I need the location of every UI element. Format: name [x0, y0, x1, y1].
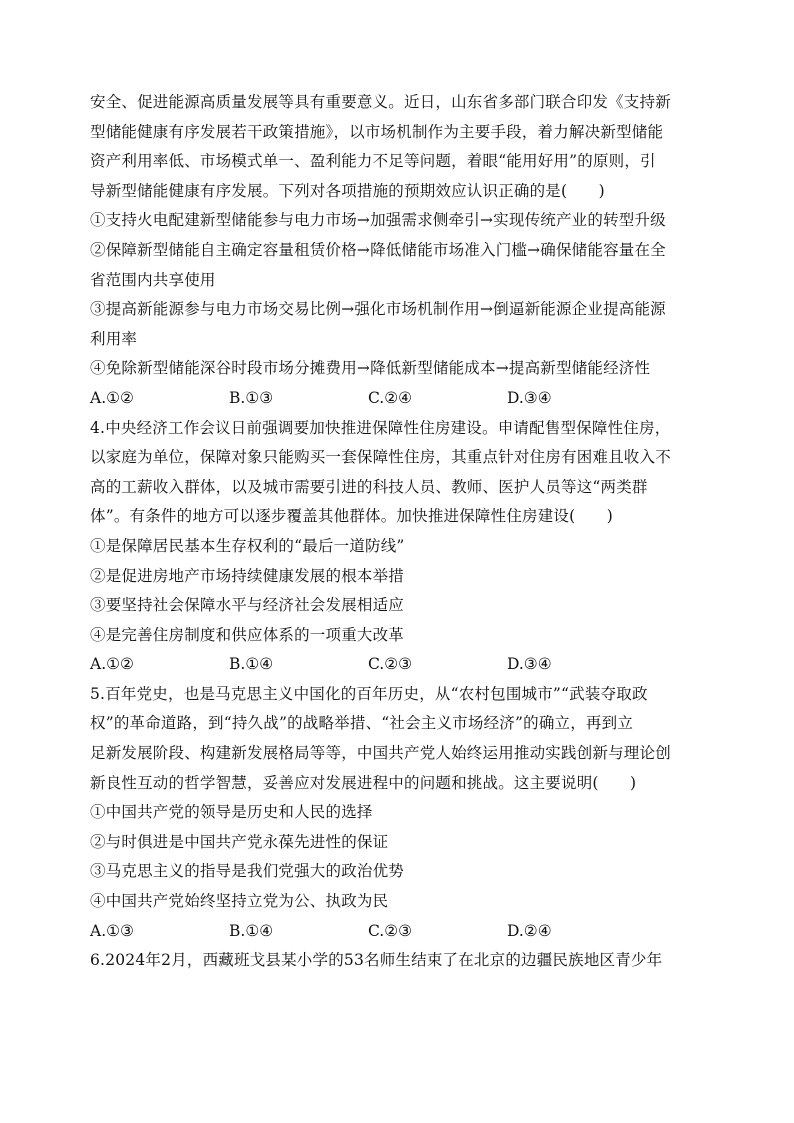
q4-stem-line: 体”。有条件的地方可以逐步覆盖其他群体。加快推进保障性住房建设( ) — [90, 507, 614, 526]
q4-stem-line: 以家庭为单位，保障对象只能购买一套保障性住房，其重点针对住房有困难且收入不 — [90, 448, 671, 467]
option-b: B.①④ — [229, 655, 274, 674]
q3-stem-line: 导新型储能健康有序发展。下列对各项措施的预期效应认识正确的是( ) — [90, 181, 605, 200]
option-b: B.①④ — [229, 921, 274, 940]
option-a: A.①② — [90, 655, 134, 674]
q3-item-line: ③提高新能源参与电力市场交易比例→强化市场机制作用→倒逼新能源企业提高能源 — [90, 300, 666, 319]
option-c: C.②③ — [368, 921, 413, 940]
question-5 — [90, 680, 704, 946]
q5-stem-line: 足新发展阶段、构建新发展格局等等，中国共产党人始终运用推动实践创新与理论创 — [90, 744, 671, 763]
q3-stem-line: 资产利用率低、市场模式单一、盈利能力不足等问题，着眼“能用好用”的原则，引 — [90, 152, 656, 171]
q3-item-line: 利用率 — [90, 329, 138, 348]
q5-item-line: ②与时俱进是中国共产党永葆先进性的保证 — [90, 832, 389, 851]
q3-item-line: ④免除新型储能深谷时段市场分摊费用→降低新型储能成本→提高新型储能经济性 — [90, 359, 651, 378]
q3-item-line: ①支持火电配建新型储能参与电力市场→加强需求侧牵引→实现传统产业的转型升级 — [90, 211, 666, 230]
q5-stem-line: 新良性互动的哲学智慧，妥善应对发展进程中的问题和挑战。这主要说明( ) — [90, 773, 637, 792]
document-page — [90, 88, 704, 976]
option-c: C.②③ — [368, 655, 413, 674]
option-b: B.①③ — [229, 388, 274, 407]
q5-item-line: ③马克思主义的指导是我们党强大的政治优势 — [90, 862, 405, 881]
option-d: D.③④ — [507, 655, 552, 674]
q5-options — [90, 917, 704, 947]
q5-item-line: ①中国共产党的领导是历史和人民的选择 — [90, 803, 373, 822]
q4-item-line: ②是促进房地产市场持续健康发展的根本举措 — [90, 566, 405, 585]
q4-item-line: ①是保障居民基本生存权利的“最后一道防线” — [90, 536, 405, 555]
option-a: A.①② — [90, 388, 134, 407]
option-a: A.①③ — [90, 921, 134, 940]
question-4 — [90, 414, 704, 680]
q5-stem-line: 5.百年党史，也是马克思主义中国化的百年历史，从“农村包围城市”“武装夺取政 — [90, 684, 648, 703]
q4-item-line: ③要坚持社会保障水平与经济社会发展相适应 — [90, 596, 405, 615]
option-d: D.③④ — [507, 388, 552, 407]
q3-item-line: 省范围内共享使用 — [90, 270, 216, 289]
q5-item-line: ④中国共产党始终坚持立党为公、执政为民 — [90, 892, 389, 911]
question-6 — [90, 946, 704, 976]
question-3 — [90, 88, 704, 414]
q3-stem-line: 型储能健康有序发展若干政策措施》，以市场机制作为主要手段，着力解决新型储能 — [90, 122, 664, 141]
q4-stem-line: 高的工薪收入群体，以及城市需要引进的科技人员、教师、医护人员等这“两类群 — [90, 477, 648, 496]
option-d: D.②④ — [507, 921, 552, 940]
q6-stem-line: 6.2024年2月，西藏班戈县某小学的53名师生结束了在北京的边疆民族地区青少年 — [90, 951, 663, 970]
q5-stem-line: 权”的革命道路，到“持久战”的战略举措、“社会主义市场经济”的确立，再到立 — [90, 714, 634, 733]
q3-stem-line: 安全、促进能源高质量发展等具有重要意义。近日，山东省多部门联合印发《支持新 — [90, 93, 671, 111]
q3-item-line: ②保障新型储能自主确定容量租赁价格→降低储能市场准入门槛→确保储能容量在全 — [90, 240, 666, 259]
q4-options — [90, 650, 704, 680]
option-c: C.②④ — [368, 388, 413, 407]
q3-options — [90, 384, 704, 414]
q4-item-line: ④是完善住房制度和供应体系的一项重大改革 — [90, 625, 405, 644]
q4-stem-line: 4.中央经济工作会议日前强调要加快推进保障性住房建设。申请配售型保障性住房， — [90, 418, 671, 437]
